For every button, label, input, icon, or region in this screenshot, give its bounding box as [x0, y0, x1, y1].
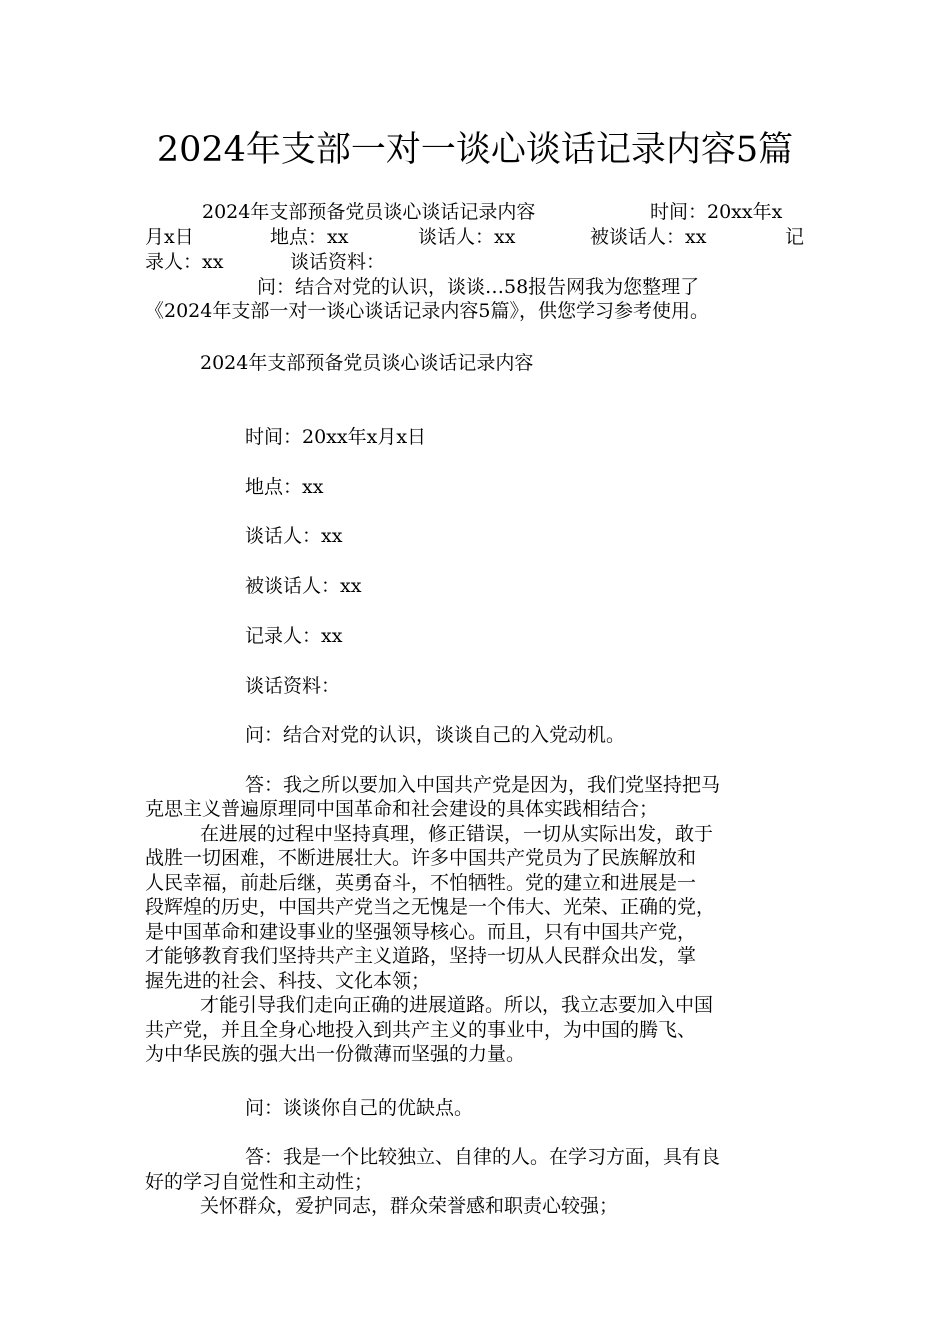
answer-2-line: 答：我是一个比较独立、自律的人。在学习方面，具有良 — [245, 1146, 721, 1168]
field-material: 谈话资料： — [245, 675, 341, 697]
field-speaker: 谈话人：xx — [245, 525, 343, 547]
answer-1-line: 人民幸福，前赴后继，英勇奋斗，不怕牺牲。党的建立和进展是一 — [145, 872, 697, 894]
question-2: 问：谈谈你自己的优缺点。 — [245, 1097, 474, 1119]
intro-interviewee: 被谈话人：xx — [590, 226, 707, 248]
answer-1-line: 段辉煌的历史，中国共产党当之无愧是一个伟大、光荣、正确的党， — [145, 896, 716, 918]
answer-1-line: 在进展的过程中坚持真理，修正错误，一切从实际出发，敢于 — [200, 823, 714, 845]
answer-1-line: 是中国革命和建设事业的坚强领导核心。而且，只有中国共产党， — [145, 921, 697, 943]
section-heading: 2024年支部预备党员谈心谈话记录内容 — [200, 352, 534, 374]
answer-1-line: 战胜一切困难，不断进展壮大。许多中国共产党员为了民族解放和 — [145, 847, 697, 869]
field-interviewee: 被谈话人：xx — [245, 575, 362, 597]
intro-time: 时间：20xx年x — [650, 201, 783, 223]
intro-question-line: 问：结合对党的认识，谈谈…58报告网我为您整理了 — [257, 276, 700, 298]
field-place: 地点：xx — [245, 476, 324, 498]
answer-1-line: 共产党，并且全身心地投入到共产主义的事业中，为中国的腾飞、 — [145, 1019, 697, 1041]
answer-1-line: 才能够教育我们坚持共产主义道路，坚持一切从人民群众出发，掌 — [145, 945, 697, 967]
field-time: 时间：20xx年x月x日 — [245, 426, 427, 448]
intro-recorder-part1: 记 — [785, 226, 805, 248]
intro-time-cont: 月x日 — [145, 226, 194, 248]
intro-speaker: 谈话人：xx — [418, 226, 516, 248]
answer-2-line: 好的学习自觉性和主动性； — [145, 1171, 374, 1193]
answer-1-line: 握先进的社会、科技、文化本领； — [145, 970, 431, 992]
intro-material: 谈话资料： — [290, 251, 386, 273]
document-title: 2024年支部一对一谈心谈话记录内容5篇 — [156, 130, 794, 170]
answer-1-line: 才能引导我们走向正确的进展道路。所以，我立志要加入中国 — [200, 994, 714, 1016]
question-1: 问：结合对党的认识，谈谈自己的入党动机。 — [245, 724, 626, 746]
answer-1-line: 答：我之所以要加入中国共产党是因为，我们党坚持把马 — [245, 774, 721, 796]
answer-1-line: 克思主义普遍原理同中国革命和社会建设的具体实践相结合； — [145, 798, 659, 820]
answer-2-line: 关怀群众，爱护同志，群众荣誉感和职责心较强； — [200, 1195, 619, 1217]
intro-closing-line: 《2024年支部一对一谈心谈话记录内容5篇》，供您学习参考使用。 — [145, 300, 709, 322]
field-recorder: 记录人：xx — [245, 625, 343, 647]
answer-1-line: 为中华民族的强大出一份微薄而坚强的力量。 — [145, 1043, 526, 1065]
intro-heading: 2024年支部预备党员谈心谈话记录内容 — [202, 201, 536, 223]
intro-recorder-part2: 录人：xx — [145, 251, 224, 273]
intro-place: 地点：xx — [270, 226, 349, 248]
